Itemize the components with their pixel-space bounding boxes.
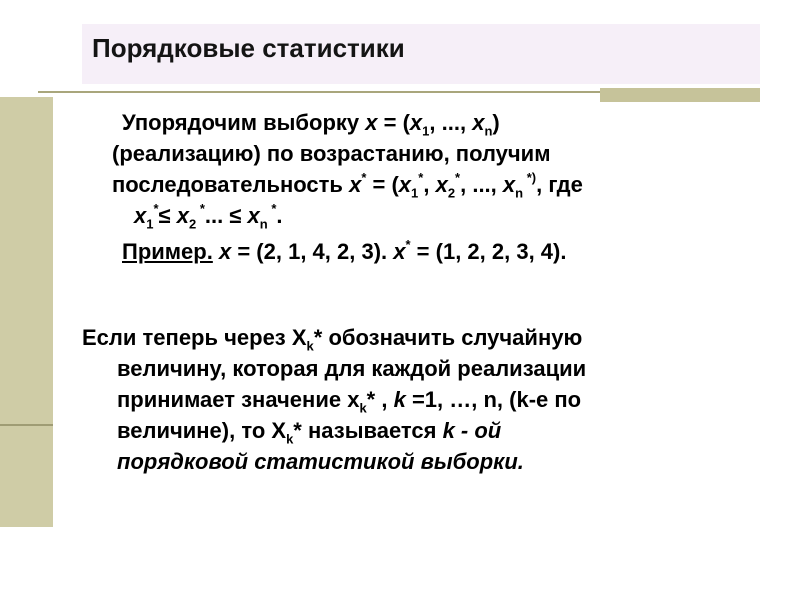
line-example: Пример. x = (2, 1, 4, 2, 3). x* = (1, 2, 2, 3, 4).: [122, 236, 567, 264]
line-sequence: последовательность $x^* = (x_1^*$, $x_2^*$, ..., $x_n$ *), где: [112, 169, 583, 201]
def-line-2: величину, которая для каждой реализации: [117, 356, 587, 381]
def-line-1: Если теперь через $X_k*$ обозначить случайную: [82, 325, 583, 354]
def-line-5: порядковой статистикой выборки.: [117, 449, 524, 474]
example-label: Пример.: [122, 239, 213, 264]
def-line-4: величине), то $X_k*$ называется k - ой: [117, 418, 502, 447]
definition-paragraph: [82, 322, 702, 477]
decorative-block: [600, 88, 760, 102]
left-decorative-bar: [0, 97, 53, 527]
sorting-paragraph: [112, 107, 772, 267]
left-divider: [0, 424, 53, 426]
line-ascending: (реализацию) по возрастанию, получим: [112, 141, 551, 166]
def-line-3: принимает значение $x_k*$ , k =1, …, n, (k-е по: [117, 387, 582, 416]
line-inequality: $x_1^*\le x_2$ *... ≤ $x_n$ *.: [134, 200, 283, 232]
line-sort: Упорядочим выборку $x = (x_1$, ..., $x_n$): [122, 110, 500, 139]
slide-title: Порядковые статистики: [92, 33, 405, 63]
